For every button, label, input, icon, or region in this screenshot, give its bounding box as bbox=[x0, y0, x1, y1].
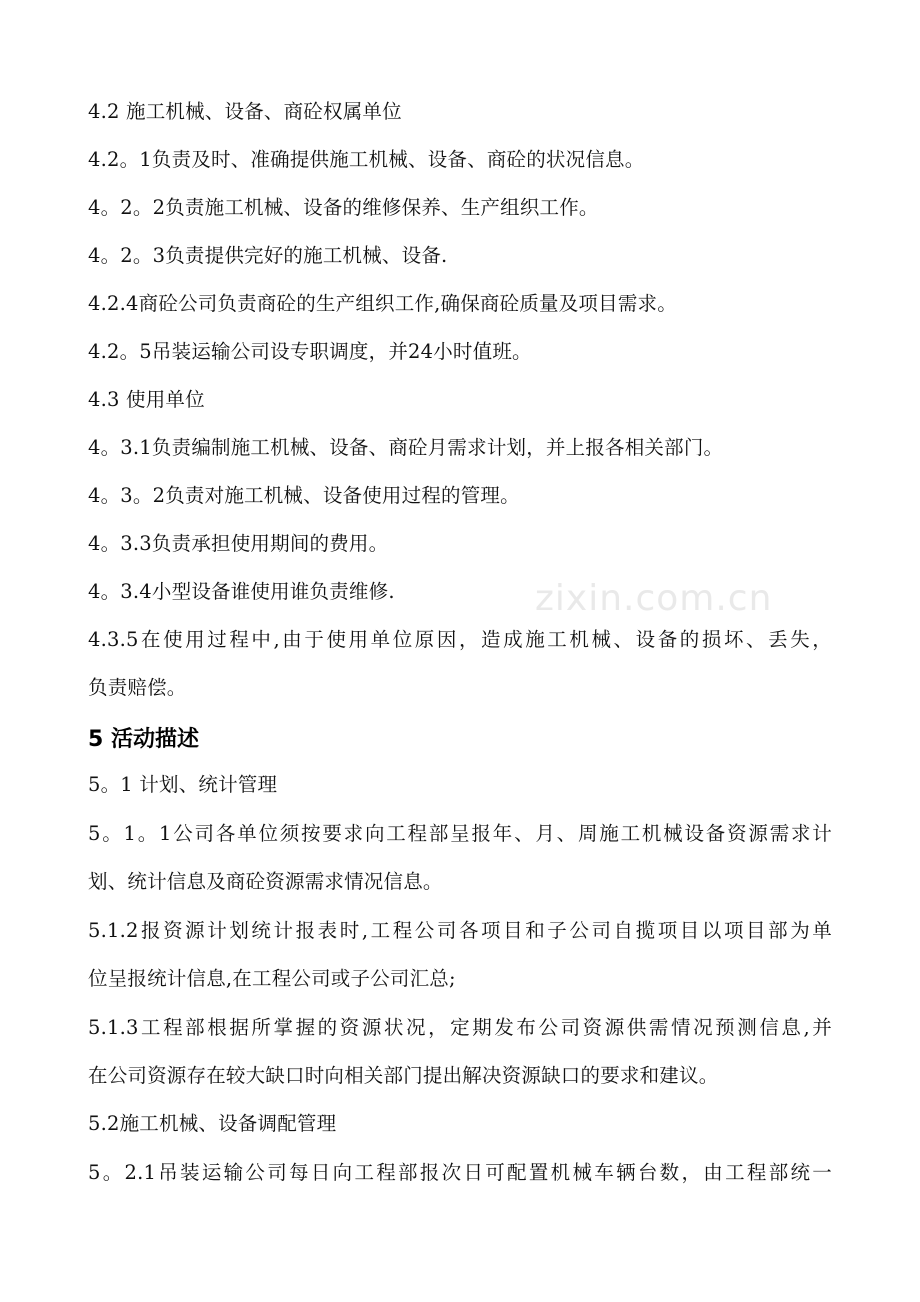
paragraph-4-2-4: 4.2.4商砼公司负责商砼的生产组织工作,确保商砼质量及项目需求。 bbox=[88, 292, 677, 315]
chapter-5-heading: 5 活动描述 bbox=[88, 727, 199, 752]
section-4-3-title: 4.3 使用单位 bbox=[88, 388, 205, 411]
paragraph-5-1-1-line-2: 划、统计信息及商砼资源需求情况信息。 bbox=[88, 870, 443, 893]
paragraph-5-1-1-line-1: 5。1。1公司各单位须按要求向工程部呈报年、月、周施工机械设备资源需求计 bbox=[88, 822, 832, 845]
paragraph-4-2-2: 4。2。2负责施工机械、设备的维修保养、生产组织工作。 bbox=[88, 196, 599, 219]
paragraph-5-1-3-line-1: 5.1.3工程部根据所掌握的资源状况，定期发布公司资源供需情况预测信息,并 bbox=[88, 1016, 832, 1039]
paragraph-4-3-5-line-1: 4.3.5在使用过程中,由于使用单位原因，造成施工机械、设备的损坏、丢失， bbox=[88, 628, 832, 651]
watermark: zixin.com.cn bbox=[535, 578, 773, 619]
paragraph-5-2-1-line-1: 5。2.1吊装运输公司每日向工程部报次日可配置机械车辆台数，由工程部统一 bbox=[88, 1161, 832, 1184]
section-5-1-title: 5。1 计划、统计管理 bbox=[88, 773, 278, 796]
paragraph-4-3-1: 4。3.1负责编制施工机械、设备、商砼月需求计划，并上报各相关部门。 bbox=[88, 436, 724, 459]
paragraph-4-2-5: 4.2。5吊装运输公司设专职调度，并24小时值班。 bbox=[88, 340, 532, 363]
paragraph-5-1-3-line-2: 在公司资源存在较大缺口时向相关部门提出解决资源缺口的要求和建议。 bbox=[88, 1064, 719, 1087]
paragraph-4-3-3: 4。3.3负责承担使用期间的费用。 bbox=[88, 532, 389, 555]
paragraph-4-2-3: 4。2。3负责提供完好的施工机械、设备. bbox=[88, 244, 448, 267]
section-5-2-title: 5.2施工机械、设备调配管理 bbox=[88, 1112, 337, 1135]
paragraph-4-3-2: 4。3。2负责对施工机械、设备使用过程的管理。 bbox=[88, 484, 520, 507]
paragraph-5-1-2-line-1: 5.1.2报资源计划统计报表时,工程公司各项目和子公司自揽项目以项目部为单 bbox=[88, 919, 832, 942]
paragraph-4-2-1: 4.2。1负责及时、准确提供施工机械、设备、商砼的状况信息。 bbox=[88, 148, 645, 171]
paragraph-4-3-4: 4。3.4小型设备谁使用谁负责维修. bbox=[88, 580, 395, 603]
section-4-2-title: 4.2 施工机械、设备、商砼权属单位 bbox=[88, 100, 402, 123]
paragraph-4-3-5-line-2: 负责赔偿。 bbox=[88, 676, 187, 699]
paragraph-5-1-2-line-2: 位呈报统计信息,在工程公司或子公司汇总; bbox=[88, 967, 456, 990]
